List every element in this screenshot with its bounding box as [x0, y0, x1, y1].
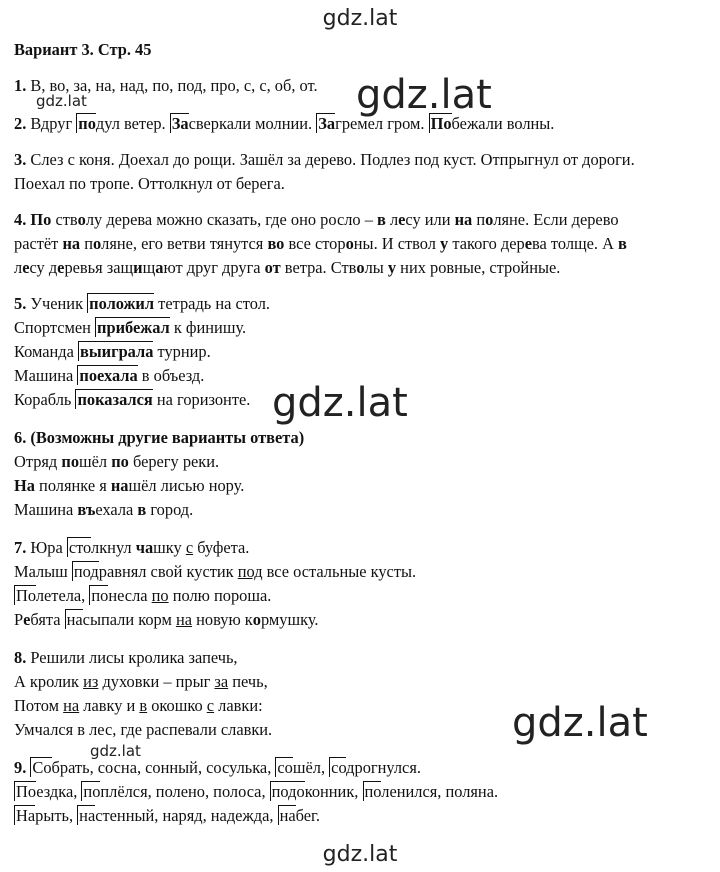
task-9-row — [14, 782, 498, 802]
text: дрогнулся. — [346, 758, 421, 777]
prefix: по — [83, 782, 101, 801]
task-number: 2. — [14, 114, 27, 133]
text: Вдруг — [30, 114, 77, 133]
text: п — [472, 210, 486, 229]
text: Машина — [14, 366, 78, 385]
task-number: 9. — [14, 758, 27, 777]
text: буфета. — [193, 538, 250, 557]
text: плёлся, полено, полоса, — [100, 782, 270, 801]
letter: и — [133, 258, 143, 277]
text: лавку и — [79, 696, 140, 715]
text: ляне. Если дерево — [493, 210, 619, 229]
text: сыпали корм — [82, 610, 176, 629]
verb: поехала — [79, 366, 138, 385]
task-7-row — [14, 610, 318, 630]
text: берегу реки. — [128, 452, 220, 471]
preposition: с — [206, 696, 215, 715]
text: лкнул — [91, 538, 136, 557]
prefix: На — [16, 806, 36, 825]
text: Спортсмен — [14, 318, 96, 337]
task-8-row: Умчался в лес, где распевали славки. — [14, 720, 273, 739]
prefix: на — [279, 806, 296, 825]
task-4-line-2 — [14, 234, 627, 254]
task-5-row — [14, 342, 211, 362]
text: шёл, — [292, 758, 330, 777]
prefix: По — [16, 782, 37, 801]
task-4-line-3 — [14, 258, 560, 278]
text: все стор — [284, 234, 346, 253]
text: них ровные, стройные. — [396, 258, 561, 277]
task-7-row — [14, 538, 249, 558]
prefix: по — [364, 782, 382, 801]
preposition: на — [175, 610, 192, 629]
text: л — [14, 258, 23, 277]
text: печь, — [228, 672, 268, 691]
prefix: на — [79, 806, 96, 825]
text: бежали волны. — [451, 114, 555, 133]
prefix: По — [16, 586, 36, 605]
text: л — [385, 210, 399, 229]
preposition: По — [30, 210, 52, 229]
page-title: Вариант 3. Стр. 45 — [14, 40, 152, 59]
text: щ — [142, 258, 156, 277]
task-5-row — [14, 390, 250, 410]
prefix: По — [430, 114, 452, 133]
task-number: 1. — [14, 76, 27, 95]
watermark-small: gdz.lat — [90, 742, 141, 760]
task-number: 3. — [14, 150, 27, 169]
preposition: по — [111, 452, 129, 471]
text: полянке я — [34, 476, 111, 495]
prefix: по — [78, 114, 96, 133]
text: лавки: — [214, 696, 263, 715]
task-6-row — [14, 452, 219, 472]
task-number: 4. — [14, 210, 27, 229]
preposition: по — [151, 586, 169, 605]
preposition: на — [63, 696, 80, 715]
text: в объезд. — [137, 366, 205, 385]
text: бег. — [295, 806, 320, 825]
task-9-row — [14, 758, 421, 778]
text: брать, сосна, сонный, сосулька, — [51, 758, 276, 777]
letter: о — [92, 234, 102, 253]
preposition: в — [137, 500, 147, 519]
letter: е — [57, 258, 65, 277]
preposition: у — [440, 234, 449, 253]
task-6-row — [14, 500, 193, 520]
verb: выиграла — [80, 342, 154, 361]
task-6-row — [14, 476, 244, 496]
preposition: от — [264, 258, 281, 277]
text: лу дерева можно сказать, где оно росло – — [85, 210, 377, 229]
prefix: по — [61, 452, 80, 471]
prefix: со — [331, 758, 347, 777]
text: конник, — [304, 782, 363, 801]
text: турнир. — [153, 342, 211, 361]
text: А кролик — [14, 672, 84, 691]
watermark-small: gdz.lat — [36, 92, 87, 110]
text: п — [80, 234, 93, 253]
text: су или — [405, 210, 455, 229]
watermark-big: gdz.lat — [356, 72, 492, 118]
text: ехала — [95, 500, 138, 519]
task-text: В, во, за, на, над, по, под, про, с, с, об, от. — [30, 76, 318, 95]
task-9-row — [14, 806, 320, 826]
letter: е — [398, 210, 406, 229]
text: су д — [29, 258, 58, 277]
task-8-row — [14, 696, 263, 716]
text: ляне, его ветви тянутся — [101, 234, 268, 253]
task-text: Слез с коня. Доехал до рощи. Зашёл за дерево. Подлез под куст. Отпрыгнул от дороги. — [30, 150, 635, 169]
prefix: со — [277, 758, 293, 777]
text: ветра. Ств — [280, 258, 357, 277]
text: Малыш — [14, 562, 72, 581]
text: сверкали молнии. — [188, 114, 317, 133]
task-8-row — [14, 672, 268, 692]
task-2 — [14, 114, 554, 134]
text: ездка, — [36, 782, 82, 801]
task-number: 7. — [14, 538, 27, 557]
text: на горизонте. — [152, 390, 251, 409]
prefix: на — [66, 610, 83, 629]
letter: е — [22, 258, 30, 277]
text: Корабль — [14, 390, 76, 409]
preposition: в — [618, 234, 627, 253]
task-5-row — [14, 318, 246, 338]
text: Р — [14, 610, 24, 629]
text: тетрадь на стол. — [154, 294, 270, 313]
prefix: на — [110, 476, 129, 495]
watermark-top: gdz.lat — [322, 6, 398, 31]
text: равнял свой кустик — [98, 562, 238, 581]
verb: положил — [89, 294, 155, 313]
task-3-line-2: Поехал по тропе. Оттолкнул от берега. — [14, 174, 285, 193]
watermark-big: gdz.lat — [272, 380, 408, 426]
letter: е — [524, 234, 532, 253]
text: Ученик — [30, 294, 88, 313]
text: ны. И ствол — [353, 234, 441, 253]
text: летела, — [35, 586, 90, 605]
text: рыть, — [35, 806, 78, 825]
prefix: под — [73, 562, 99, 581]
text: ревья защ — [64, 258, 134, 277]
text: окошко — [147, 696, 207, 715]
letter: е — [23, 610, 31, 629]
task-4-line-1 — [14, 210, 619, 230]
task-5-row — [14, 294, 270, 314]
text: Потом — [14, 696, 64, 715]
text: лы — [364, 258, 388, 277]
preposition: из — [83, 672, 99, 691]
text: Юра — [30, 538, 67, 557]
prefix: по — [91, 586, 109, 605]
preposition: за — [214, 672, 229, 691]
prefix: въ — [77, 500, 96, 519]
prefix: подо — [271, 782, 305, 801]
text: несла — [108, 586, 152, 605]
preposition: во — [267, 234, 285, 253]
text: новую к — [192, 610, 253, 629]
text: полю пороша. — [168, 586, 272, 605]
text: Команда — [14, 342, 79, 361]
text: Машина — [14, 500, 78, 519]
preposition: на — [454, 210, 473, 229]
prefix: Со — [32, 758, 52, 777]
task-3 — [14, 150, 635, 170]
preposition: у — [387, 258, 397, 277]
preposition: в — [377, 210, 386, 229]
preposition: на — [62, 234, 81, 253]
text: рмушку. — [260, 610, 319, 629]
letter: о — [485, 210, 494, 229]
task-1 — [14, 76, 318, 96]
text: ленился, поляна. — [381, 782, 499, 801]
task-7-row — [14, 562, 416, 582]
verb: показался — [77, 390, 153, 409]
text: такого дер — [448, 234, 525, 253]
text: бята — [30, 610, 65, 629]
task-number: 8. — [14, 648, 27, 667]
task-8-row — [14, 648, 238, 668]
text: к финишу. — [169, 318, 247, 337]
task-6-title: 6. (Возможны другие варианты ответа) — [14, 428, 305, 447]
prefix: сто — [68, 538, 92, 557]
text: все остальные кусты. — [262, 562, 417, 581]
text: Отряд — [14, 452, 62, 471]
prefix: За — [171, 114, 189, 133]
text: шёл — [79, 452, 112, 471]
text: ств — [51, 210, 78, 229]
text: ва толще. А — [532, 234, 619, 253]
text: духовки – прыг — [98, 672, 215, 691]
text: Решили лисы кролика запечь, — [30, 648, 238, 667]
text: город. — [146, 500, 194, 519]
text: ют друг друга — [163, 258, 265, 277]
letter: о — [345, 234, 354, 253]
letter: а — [155, 258, 164, 277]
task-7-row — [14, 586, 271, 606]
preposition: с — [185, 538, 194, 557]
letter: о — [77, 210, 86, 229]
letter: о — [356, 258, 365, 277]
letters: ча — [135, 538, 154, 557]
text: стенный, наряд, надежда, — [95, 806, 278, 825]
text: гремел гром. — [335, 114, 429, 133]
verb: прибежал — [97, 318, 170, 337]
letter: о — [252, 610, 261, 629]
preposition: под — [237, 562, 263, 581]
task-5-row — [14, 366, 204, 386]
prefix: За — [318, 114, 336, 133]
text: растёт — [14, 234, 63, 253]
preposition: в — [139, 696, 148, 715]
watermark-big: gdz.lat — [512, 700, 648, 746]
text: шёл лисью нору. — [128, 476, 245, 495]
text: дул ветер. — [95, 114, 170, 133]
watermark-bottom: gdz.lat — [322, 842, 398, 867]
task-number: 5. — [14, 294, 27, 313]
preposition: На — [14, 476, 35, 495]
text: шку — [153, 538, 186, 557]
